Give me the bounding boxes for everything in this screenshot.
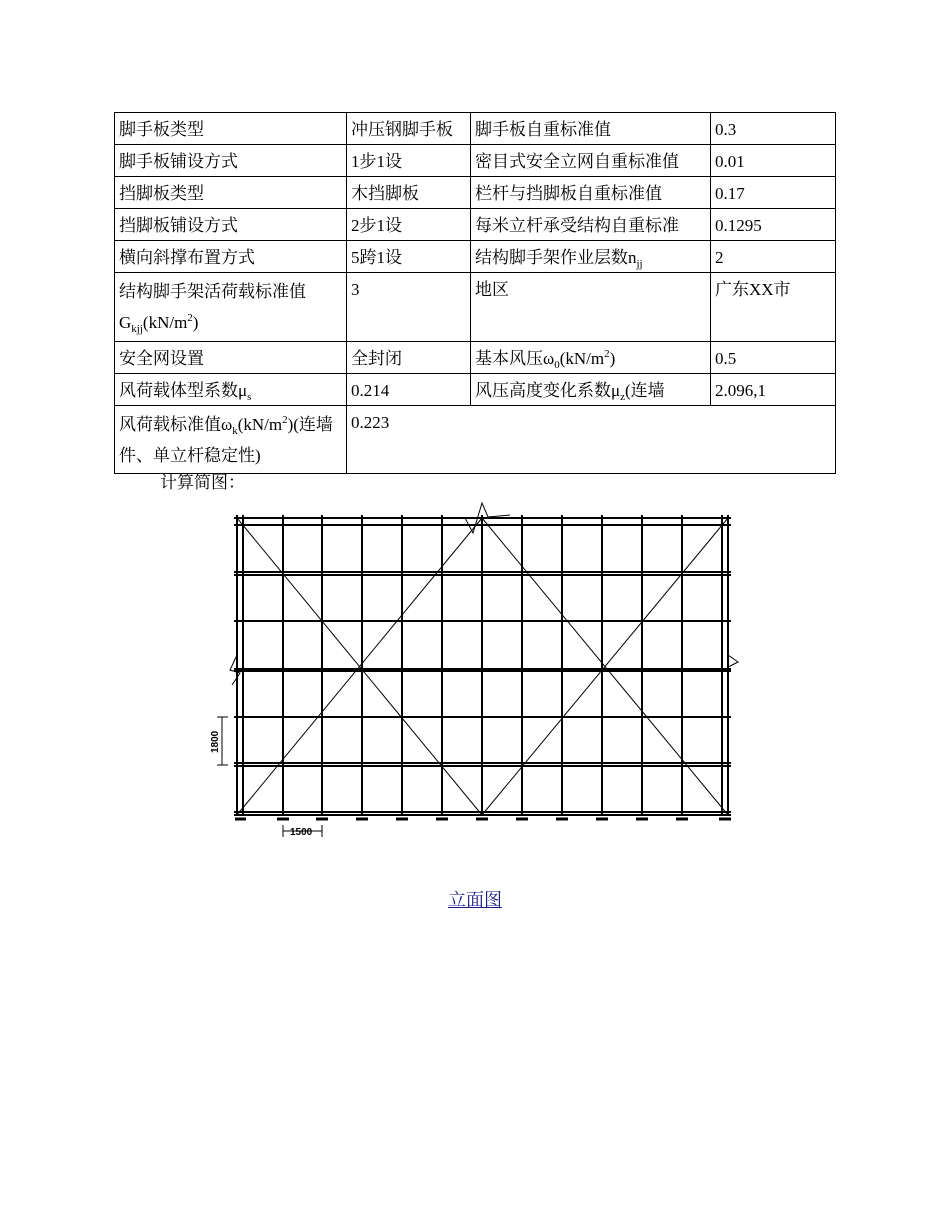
table-cell: 脚手板铺设方式	[115, 145, 347, 177]
cell-text: 结构脚手架作业层数n	[475, 248, 637, 267]
table-cell: 0.223	[347, 406, 836, 474]
subscript: 0	[554, 359, 560, 371]
diagram-caption-label: 计算简图：	[160, 473, 245, 492]
scaffold-elevation-diagram	[210, 495, 750, 845]
table-row	[115, 374, 836, 406]
table-cell: 栏杆与挡脚板自重标准值	[471, 177, 711, 209]
dimension-width-label: 1500	[290, 827, 313, 838]
unit-text: )	[609, 349, 616, 368]
table-row	[115, 145, 836, 177]
cell-text: 风荷载体型系数μ	[119, 381, 248, 400]
table-row	[115, 177, 836, 209]
table-cell	[471, 241, 711, 273]
table-cell: 冲压钢脚手板	[347, 113, 471, 145]
table-cell: 广东XX市	[711, 273, 836, 342]
table-cell: 2步1设	[347, 209, 471, 241]
parameter-table	[114, 112, 836, 474]
table-cell	[471, 342, 711, 374]
table-cell: 0.1295	[711, 209, 836, 241]
table-cell	[115, 374, 347, 406]
table-cell: 地区	[471, 273, 711, 342]
table-cell: 0.17	[711, 177, 836, 209]
vertical-poles	[237, 515, 728, 815]
table-cell: 横向斜撑布置方式	[115, 241, 347, 273]
cell-text: 结构脚手架活荷载标准值G	[119, 282, 306, 332]
superscript: 2	[282, 414, 288, 426]
cell-text: (连墙	[625, 381, 665, 400]
unit-text: (kN/m	[142, 313, 188, 332]
table-cell: 0.214	[347, 374, 471, 406]
table-row	[115, 273, 836, 342]
table-cell: 安全网设置	[115, 342, 347, 374]
superscript: 2	[604, 348, 610, 360]
break-lines	[230, 503, 738, 685]
subscript: k	[232, 425, 238, 437]
unit-text: )	[192, 313, 199, 332]
table-cell	[115, 406, 347, 474]
table-cell: 挡脚板铺设方式	[115, 209, 347, 241]
subscript: z	[620, 391, 626, 403]
subscript: s	[247, 391, 252, 403]
dimension-height-label: 1800	[210, 730, 221, 753]
cell-text: )(连墙件、单立杆稳定性)	[119, 415, 333, 465]
cell-text: 风荷载标准值ω	[119, 415, 233, 434]
table-cell: 2	[711, 241, 836, 273]
table-row	[115, 406, 836, 474]
table-cell: 全封闭	[347, 342, 471, 374]
subscript: jj	[636, 258, 643, 270]
table-cell: 0.5	[711, 342, 836, 374]
table-cell: 脚手板类型	[115, 113, 347, 145]
subscript: kjj	[131, 323, 143, 335]
cell-text: 基本风压ω	[475, 349, 555, 368]
table-cell: 3	[347, 273, 471, 342]
table-cell: 2.096,1	[711, 374, 836, 406]
superscript: 2	[187, 312, 193, 324]
table-cell: 5跨1设	[347, 241, 471, 273]
table-cell: 密目式安全立网自重标准值	[471, 145, 711, 177]
frame-grid	[217, 503, 738, 837]
table-row	[115, 342, 836, 374]
table-row	[115, 209, 836, 241]
table-cell: 挡脚板类型	[115, 177, 347, 209]
unit-text: (kN/m	[559, 349, 605, 368]
dimension-lines	[217, 717, 322, 837]
table-row	[115, 113, 836, 145]
table-cell: 木挡脚板	[347, 177, 471, 209]
table-cell: 每米立杆承受结构自重标准	[471, 209, 711, 241]
table-cell	[115, 273, 347, 342]
figure-title-link[interactable]: 立面图	[448, 890, 502, 910]
table-cell: 1步1设	[347, 145, 471, 177]
table-cell: 脚手板自重标准值	[471, 113, 711, 145]
table-cell: 0.01	[711, 145, 836, 177]
table-cell: 0.3	[711, 113, 836, 145]
table-cell	[471, 374, 711, 406]
cell-text: 风压高度变化系数μ	[475, 381, 621, 400]
unit-text: (kN/m	[237, 415, 283, 434]
table-row	[115, 241, 836, 273]
